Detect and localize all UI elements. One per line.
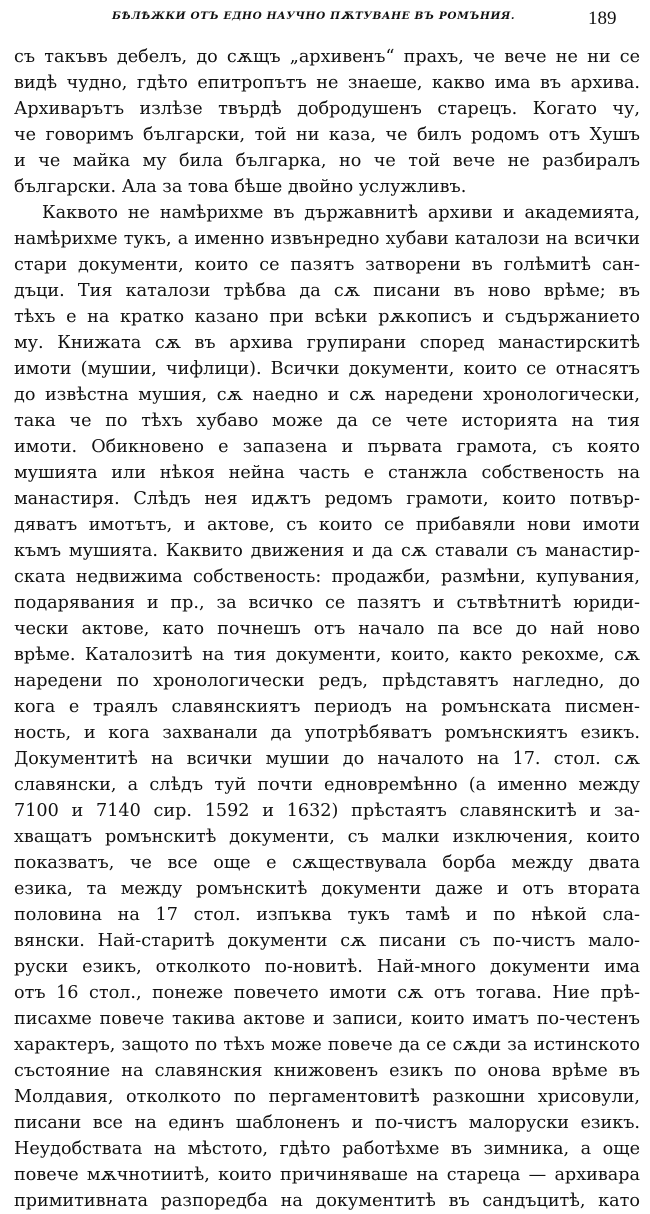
- text-line: писани все на единъ шаблоненъ и по-чистъ малоруски езикъ.: [14, 1113, 640, 1133]
- body-text: [14, 44, 640, 1214]
- text-line: примитивната разпоредба на документитѣ въ сандъцитѣ, като: [14, 1191, 640, 1211]
- text-line: и че майка му била българка, но че той вече не разбиралъ: [14, 151, 640, 171]
- page-number: 189: [588, 8, 617, 29]
- text-line: видѣ чудно, гдѣто епитропътъ не знаеше, какво има въ архива.: [14, 73, 640, 93]
- text-line: до извѣстна мушия, сѫ наедно и сѫ наредени хронологически,: [14, 385, 640, 405]
- text-line: езика, та между ромънскитѣ документи даже и отъ втората: [14, 879, 640, 899]
- text-line: че говоримъ български, той ни каза, че билъ родомъ отъ Хушъ: [14, 125, 640, 145]
- text-line: му. Книжата сѫ въ архива групирани според манастирскитѣ: [14, 333, 640, 353]
- text-line: подарявания и пр., за всичко се пазятъ и сътвѣтнитѣ юриди-: [14, 593, 640, 613]
- text-line: така че по тѣхъ хубаво може да се чете историята на тия: [14, 411, 640, 431]
- text-line: ската недвижима собственость: продажби, размѣни, купувания,: [14, 567, 640, 587]
- text-line: отъ 16 стол., понеже повечето имоти сѫ отъ тогава. Ние прѣ-: [14, 983, 640, 1003]
- text-line: манастиря. Слѣдъ нея идѫтъ редомъ грамоти, които потвър-: [14, 489, 640, 509]
- running-head: [0, 8, 650, 32]
- text-line: половина на 17 стол. изпъква тукъ тамѣ и по нѣкой сла-: [14, 905, 640, 925]
- text-line: 7100 и 7140 сир. 1592 и 1632) прѣстаятъ славянскитѣ и за-: [14, 801, 640, 821]
- text-line: имоти. Обикновено е запазена и първата грамота, съ която: [14, 437, 640, 457]
- text-line: чески актове, като почнешъ отъ начало па все до най ново: [14, 619, 640, 639]
- text-line: Архиварътъ излѣзе твърдѣ добродушенъ старецъ. Когато чу,: [14, 99, 640, 119]
- text-line: наредени по хронологически редъ, прѣдставятъ нагледно, до: [14, 671, 640, 691]
- text-line: български. Ала за това бѣше двойно услужливъ.: [14, 177, 467, 197]
- text-line: повече мѫчнотиитѣ, които причиняваше на стареца — архивара: [14, 1165, 640, 1185]
- text-line: тѣхъ е на кратко казано при всѣки рѫкописъ и съдържанието: [14, 307, 640, 327]
- text-line: Неудобствата на мѣстото, гдѣто работѣхме въ зимника, а още: [14, 1139, 640, 1159]
- text-line: къмъ мушията. Каквито движения и да сѫ ставали съ манастир-: [14, 541, 640, 561]
- text-line: хващатъ ромънскитѣ документи, съ малки изключения, които: [14, 827, 640, 847]
- text-line: характеръ, защото по тѣхъ може повече да се сѫди за истинското: [14, 1035, 640, 1055]
- text-line: съ такъвъ дебелъ, до сѫщъ „архивенъ“ прахъ, че вече не ни се: [14, 47, 640, 67]
- text-line: Молдавия, отколкото по пергаментовитѣ разкошни хрисовули,: [14, 1087, 640, 1107]
- text-line: ность, и кога захванали да употрѣбяватъ ромънскиятъ езикъ.: [14, 723, 640, 743]
- text-line: руски езикъ, отколкото по-новитѣ. Най-много документи има: [14, 957, 640, 977]
- text-line: врѣме. Каталозитѣ на тия документи, които, както рекохме, сѫ: [14, 645, 640, 665]
- text-line: Документитѣ на всички мушии до началото на 17. стол. сѫ: [14, 749, 640, 769]
- text-line: дяватъ имотътъ, и актове, съ които се прибавяли нови имоти: [14, 515, 640, 535]
- text-line: мушията или нѣкоя нейна часть е станжла собственость на: [14, 463, 640, 483]
- text-line: дъци. Тия каталози трѣбва да сѫ писани въ ново врѣме; въ: [14, 281, 640, 301]
- text-line: имоти (мушии, чифлици). Всички документи, които се отнасятъ: [14, 359, 640, 379]
- text-line: Каквото не намѣрихме въ държавнитѣ архиви и академията,: [42, 203, 640, 223]
- text-line: славянски, а слѣдъ туй почти едновремѣнно (а именно между: [14, 775, 640, 795]
- text-line: писахме повече такива актове и записи, които иматъ по-честенъ: [14, 1009, 640, 1029]
- text-line: състояние на славянския книжовенъ езикъ по онова врѣме въ: [14, 1061, 640, 1081]
- text-line: вянски. Най-старитѣ документи сѫ писани съ по-чистъ мало-: [14, 931, 640, 951]
- running-title: БѢЛѢЖКИ ОТЪ ЕДНО НАУЧНО ПѪТУВАНЕ ВЪ РОМЪНИЯ.: [112, 10, 516, 22]
- text-line: показватъ, че все още е сѫществувала борба между двата: [14, 853, 640, 873]
- text-line: стари документи, които се пазятъ затворени въ голѣмитѣ сан-: [14, 255, 640, 275]
- text-line: намѣрихме тукъ, а именно извънредно хубави каталози на всички: [14, 229, 640, 249]
- text-line: кога е траялъ славянскиятъ периодъ на ромънската писмен-: [14, 697, 640, 717]
